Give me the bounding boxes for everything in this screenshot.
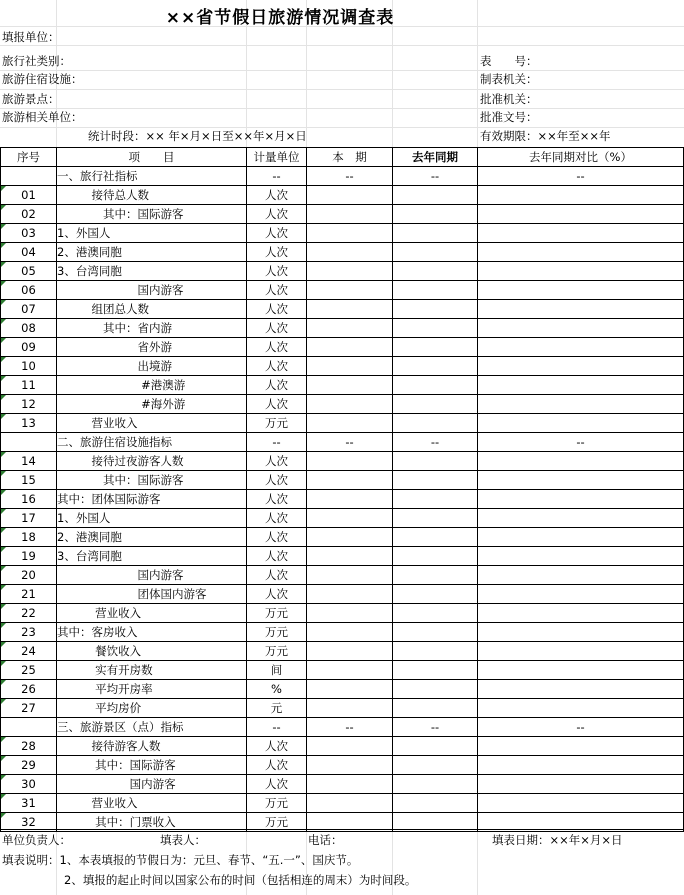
item-cell: 三、旅游景区（点）指标 (57, 718, 247, 737)
table-row (1, 243, 684, 262)
row-number-cell: 31 (1, 794, 57, 813)
unit-cell: 人次 (247, 737, 307, 756)
item-cell: 接待总人数 (57, 186, 247, 205)
last-year-value-cell[interactable] (393, 794, 478, 813)
table-row (1, 319, 684, 338)
compare-value-cell[interactable] (478, 205, 684, 224)
table-row (1, 528, 684, 547)
col-header-unit: 计量单位 (247, 148, 307, 167)
table-row (1, 395, 684, 414)
last-year-value-cell[interactable] (393, 756, 478, 775)
current-value-cell[interactable] (307, 642, 393, 661)
current-value-cell[interactable] (307, 528, 393, 547)
approval-doc-label: 批准文号： (480, 110, 538, 124)
unit-head-label: 单位负责人： (2, 833, 71, 847)
current-value-cell[interactable]: -- (307, 433, 393, 452)
item-cell: 组团总人数 (57, 300, 247, 319)
unit-cell: 人次 (247, 224, 307, 243)
compare-value-cell[interactable] (478, 680, 684, 699)
table-row (1, 775, 684, 794)
item-cell: #港澳游 (57, 376, 247, 395)
table-row (1, 224, 684, 243)
row-number-cell: 08 (1, 319, 57, 338)
current-value-cell[interactable] (307, 794, 393, 813)
compare-value-cell[interactable]: -- (478, 433, 684, 452)
last-year-value-cell[interactable] (393, 319, 478, 338)
agency-type-label: 旅行社类别： (2, 54, 71, 68)
compare-value-cell[interactable] (478, 566, 684, 585)
col-header-item: 项 目 (57, 148, 247, 167)
current-value-cell[interactable] (307, 281, 393, 300)
current-value-cell[interactable] (307, 737, 393, 756)
unit-cell: 人次 (247, 471, 307, 490)
compare-value-cell[interactable]: -- (478, 167, 684, 186)
unit-cell: 人次 (247, 186, 307, 205)
row-number-cell: 03 (1, 224, 57, 243)
table-row (1, 186, 684, 205)
last-year-value-cell[interactable] (393, 737, 478, 756)
last-year-value-cell[interactable] (393, 281, 478, 300)
unit-cell: 间 (247, 661, 307, 680)
table-row (1, 566, 684, 585)
item-cell: 其中：客房收入 (57, 623, 247, 642)
last-year-value-cell[interactable] (393, 243, 478, 262)
table-row (1, 490, 684, 509)
compare-value-cell[interactable] (478, 623, 684, 642)
table-row (1, 205, 684, 224)
row-number-cell: 30 (1, 775, 57, 794)
table-row (1, 699, 684, 718)
table-row (1, 338, 684, 357)
row-number-cell: 25 (1, 661, 57, 680)
last-year-value-cell[interactable] (393, 395, 478, 414)
scenic-spot-label: 旅游景点： (2, 92, 60, 106)
last-year-value-cell[interactable] (393, 357, 478, 376)
last-year-value-cell[interactable] (393, 205, 478, 224)
item-cell: 2、港澳同胞 (57, 243, 247, 262)
note-line-1: 填表说明：1、本表填报的节假日为：元旦、春节、“五.一”、国庆节。 (2, 853, 359, 867)
table-row (1, 585, 684, 604)
unit-cell: 万元 (247, 813, 307, 832)
last-year-value-cell[interactable] (393, 528, 478, 547)
compare-value-cell[interactable] (478, 319, 684, 338)
current-value-cell[interactable] (307, 604, 393, 623)
row-number-cell: 15 (1, 471, 57, 490)
compare-value-cell[interactable] (478, 357, 684, 376)
unit-cell: 人次 (247, 319, 307, 338)
unit-cell: 人次 (247, 490, 307, 509)
current-value-cell[interactable] (307, 775, 393, 794)
fill-date-label: 填表日期：××年×月×日 (492, 833, 623, 847)
table-row (1, 376, 684, 395)
last-year-value-cell[interactable] (393, 186, 478, 205)
compare-value-cell[interactable] (478, 642, 684, 661)
current-value-cell[interactable] (307, 205, 393, 224)
table-row (1, 471, 684, 490)
item-cell: 国内游客 (57, 566, 247, 585)
row-number-cell: 09 (1, 338, 57, 357)
item-cell: 平均房价 (57, 699, 247, 718)
compare-value-cell[interactable] (478, 775, 684, 794)
item-cell: 二、旅游住宿设施指标 (57, 433, 247, 452)
row-number-cell: 32 (1, 813, 57, 832)
unit-cell: 人次 (247, 566, 307, 585)
issuing-authority-label: 制表机关： (480, 72, 538, 86)
row-number-cell: 11 (1, 376, 57, 395)
table-row (1, 167, 684, 186)
compare-value-cell[interactable] (478, 414, 684, 433)
item-cell: 团体国内游客 (57, 585, 247, 604)
last-year-value-cell[interactable] (393, 661, 478, 680)
reporting-unit-label: 填报单位： (2, 30, 60, 44)
last-year-value-cell[interactable] (393, 623, 478, 642)
unit-cell: 万元 (247, 642, 307, 661)
compare-value-cell[interactable] (478, 262, 684, 281)
current-value-cell[interactable] (307, 376, 393, 395)
compare-value-cell[interactable] (478, 528, 684, 547)
row-number-cell: 24 (1, 642, 57, 661)
unit-cell: 人次 (247, 281, 307, 300)
item-cell: 2、港澳同胞 (57, 528, 247, 547)
table-body (1, 167, 684, 832)
compare-value-cell[interactable] (478, 699, 684, 718)
compare-value-cell[interactable] (478, 281, 684, 300)
current-value-cell[interactable] (307, 262, 393, 281)
compare-value-cell[interactable] (478, 224, 684, 243)
current-value-cell[interactable] (307, 338, 393, 357)
compare-value-cell[interactable] (478, 661, 684, 680)
compare-value-cell[interactable] (478, 585, 684, 604)
unit-cell: 人次 (247, 205, 307, 224)
accommodation-label: 旅游住宿设施： (2, 72, 83, 86)
compare-value-cell[interactable] (478, 490, 684, 509)
item-cell: 营业收入 (57, 414, 247, 433)
col-header-current: 本 期 (307, 148, 393, 167)
col-header-compare: 去年同期对比（%） (478, 148, 684, 167)
table-row (1, 604, 684, 623)
unit-cell: 人次 (247, 262, 307, 281)
current-value-cell[interactable]: -- (307, 167, 393, 186)
item-cell: 3、台湾同胞 (57, 547, 247, 566)
last-year-value-cell[interactable]: -- (393, 433, 478, 452)
last-year-value-cell[interactable]: -- (393, 718, 478, 737)
table-row (1, 794, 684, 813)
row-number-cell: 27 (1, 699, 57, 718)
row-number-cell: 20 (1, 566, 57, 585)
table-row (1, 737, 684, 756)
unit-cell: 人次 (247, 756, 307, 775)
table-row (1, 262, 684, 281)
table-row (1, 680, 684, 699)
unit-cell: % (247, 680, 307, 699)
last-year-value-cell[interactable] (393, 338, 478, 357)
unit-cell: 万元 (247, 604, 307, 623)
phone-label: 电话： (308, 833, 343, 847)
unit-cell: 人次 (247, 585, 307, 604)
current-value-cell[interactable] (307, 699, 393, 718)
unit-cell: 人次 (247, 528, 307, 547)
current-value-cell[interactable] (307, 319, 393, 338)
table-row (1, 623, 684, 642)
unit-cell: 元 (247, 699, 307, 718)
current-value-cell[interactable] (307, 509, 393, 528)
validity-label: 有效期限：××年至××年 (480, 129, 611, 143)
current-value-cell[interactable] (307, 300, 393, 319)
col-header-seq: 序号 (1, 148, 57, 167)
unit-cell: 人次 (247, 452, 307, 471)
item-cell: 1、外国人 (57, 224, 247, 243)
compare-value-cell[interactable] (478, 186, 684, 205)
table-row (1, 509, 684, 528)
last-year-value-cell[interactable] (393, 604, 478, 623)
current-value-cell[interactable] (307, 414, 393, 433)
current-value-cell[interactable] (307, 224, 393, 243)
compare-value-cell[interactable] (478, 338, 684, 357)
last-year-value-cell[interactable] (393, 775, 478, 794)
last-year-value-cell[interactable] (393, 509, 478, 528)
item-cell: 国内游客 (57, 775, 247, 794)
item-cell: 餐饮收入 (57, 642, 247, 661)
current-value-cell[interactable] (307, 452, 393, 471)
item-cell: 其中：国际游客 (57, 756, 247, 775)
row-number-cell (1, 433, 57, 452)
item-cell: 接待游客人数 (57, 737, 247, 756)
current-value-cell[interactable] (307, 395, 393, 414)
stat-period-label: 统计时段：×× 年×月×日至××年×月×日 (88, 129, 307, 143)
row-number-cell: 17 (1, 509, 57, 528)
last-year-value-cell[interactable]: -- (393, 167, 478, 186)
row-number-cell: 12 (1, 395, 57, 414)
last-year-value-cell[interactable] (393, 547, 478, 566)
row-number-cell: 13 (1, 414, 57, 433)
item-cell: 一、旅行社指标 (57, 167, 247, 186)
survey-table (0, 147, 684, 832)
item-cell: 3、台湾同胞 (57, 262, 247, 281)
compare-value-cell[interactable] (478, 471, 684, 490)
current-value-cell[interactable] (307, 756, 393, 775)
table-header-row (1, 148, 684, 167)
table-row (1, 281, 684, 300)
unit-cell: 人次 (247, 509, 307, 528)
current-value-cell[interactable] (307, 186, 393, 205)
item-cell: 实有开房数 (57, 661, 247, 680)
item-cell: 其中：国际游客 (57, 471, 247, 490)
row-number-cell: 21 (1, 585, 57, 604)
table-row (1, 547, 684, 566)
unit-cell: 万元 (247, 794, 307, 813)
col-header-last-year: 去年同期 (393, 148, 478, 167)
row-number-cell: 02 (1, 205, 57, 224)
last-year-value-cell[interactable] (393, 376, 478, 395)
last-year-value-cell[interactable] (393, 490, 478, 509)
item-cell: 其中：国际游客 (57, 205, 247, 224)
current-value-cell[interactable]: -- (307, 718, 393, 737)
related-unit-label: 旅游相关单位： (2, 110, 83, 124)
item-cell: 其中：门票收入 (57, 813, 247, 832)
item-cell: 1、外国人 (57, 509, 247, 528)
item-cell: 营业收入 (57, 604, 247, 623)
last-year-value-cell[interactable] (393, 224, 478, 243)
current-value-cell[interactable] (307, 680, 393, 699)
compare-value-cell[interactable] (478, 452, 684, 471)
form-title: ××省节假日旅游情况调查表 (165, 8, 395, 28)
current-value-cell[interactable] (307, 471, 393, 490)
compare-value-cell[interactable] (478, 395, 684, 414)
unit-cell: 万元 (247, 414, 307, 433)
row-number-cell: 06 (1, 281, 57, 300)
filler-label: 填表人： (160, 833, 206, 847)
unit-cell: 人次 (247, 775, 307, 794)
row-number-cell (1, 718, 57, 737)
row-number-cell: 16 (1, 490, 57, 509)
unit-cell: -- (247, 433, 307, 452)
compare-value-cell[interactable]: -- (478, 718, 684, 737)
row-number-cell: 19 (1, 547, 57, 566)
item-cell: 其中：团体国际游客 (57, 490, 247, 509)
note-line-2: 2、填报的起止时间以国家公布的时间（包括相连的周末）为时间段。 (64, 873, 417, 887)
compare-value-cell[interactable] (478, 737, 684, 756)
table-row (1, 300, 684, 319)
approving-authority-label: 批准机关： (480, 92, 538, 106)
last-year-value-cell[interactable] (393, 699, 478, 718)
current-value-cell[interactable] (307, 357, 393, 376)
item-cell: 出境游 (57, 357, 247, 376)
unit-cell: 万元 (247, 623, 307, 642)
unit-cell: -- (247, 167, 307, 186)
last-year-value-cell[interactable] (393, 585, 478, 604)
row-number-cell: 01 (1, 186, 57, 205)
item-cell: 平均开房率 (57, 680, 247, 699)
last-year-value-cell[interactable] (393, 471, 478, 490)
row-number-cell: 10 (1, 357, 57, 376)
compare-value-cell[interactable] (478, 243, 684, 262)
row-number-cell: 14 (1, 452, 57, 471)
compare-value-cell[interactable] (478, 376, 684, 395)
row-number-cell: 05 (1, 262, 57, 281)
compare-value-cell[interactable] (478, 794, 684, 813)
compare-value-cell[interactable] (478, 300, 684, 319)
item-cell: 营业收入 (57, 794, 247, 813)
compare-value-cell[interactable] (478, 547, 684, 566)
table-row (1, 661, 684, 680)
last-year-value-cell[interactable] (393, 452, 478, 471)
unit-cell: 人次 (247, 395, 307, 414)
item-cell: 其中：省内游 (57, 319, 247, 338)
row-number-cell: 22 (1, 604, 57, 623)
compare-value-cell[interactable] (478, 756, 684, 775)
table-row (1, 414, 684, 433)
table-row (1, 718, 684, 737)
row-number-cell (1, 167, 57, 186)
unit-cell: 人次 (247, 357, 307, 376)
current-value-cell[interactable] (307, 585, 393, 604)
compare-value-cell[interactable] (478, 509, 684, 528)
row-number-cell: 07 (1, 300, 57, 319)
table-row (1, 452, 684, 471)
last-year-value-cell[interactable] (393, 300, 478, 319)
current-value-cell[interactable] (307, 623, 393, 642)
last-year-value-cell[interactable] (393, 566, 478, 585)
table-row (1, 357, 684, 376)
footer-rule (0, 829, 684, 830)
last-year-value-cell[interactable] (393, 262, 478, 281)
last-year-value-cell[interactable] (393, 680, 478, 699)
compare-value-cell[interactable] (478, 604, 684, 623)
item-cell: #海外游 (57, 395, 247, 414)
last-year-value-cell[interactable] (393, 414, 478, 433)
table-row (1, 433, 684, 452)
current-value-cell[interactable] (307, 547, 393, 566)
unit-cell: 人次 (247, 547, 307, 566)
current-value-cell[interactable] (307, 490, 393, 509)
table-row (1, 642, 684, 661)
current-value-cell[interactable] (307, 661, 393, 680)
row-number-cell: 28 (1, 737, 57, 756)
row-number-cell: 18 (1, 528, 57, 547)
row-number-cell: 04 (1, 243, 57, 262)
item-cell: 国内游客 (57, 281, 247, 300)
unit-cell: 人次 (247, 243, 307, 262)
current-value-cell[interactable] (307, 566, 393, 585)
item-cell: 接待过夜游客人数 (57, 452, 247, 471)
last-year-value-cell[interactable] (393, 642, 478, 661)
unit-cell: 人次 (247, 376, 307, 395)
row-number-cell: 23 (1, 623, 57, 642)
current-value-cell[interactable] (307, 243, 393, 262)
item-cell: 省外游 (57, 338, 247, 357)
table-no-label: 表 号： (480, 54, 538, 68)
unit-cell: 人次 (247, 300, 307, 319)
unit-cell: 人次 (247, 338, 307, 357)
row-number-cell: 26 (1, 680, 57, 699)
unit-cell: -- (247, 718, 307, 737)
table-row (1, 756, 684, 775)
row-number-cell: 29 (1, 756, 57, 775)
